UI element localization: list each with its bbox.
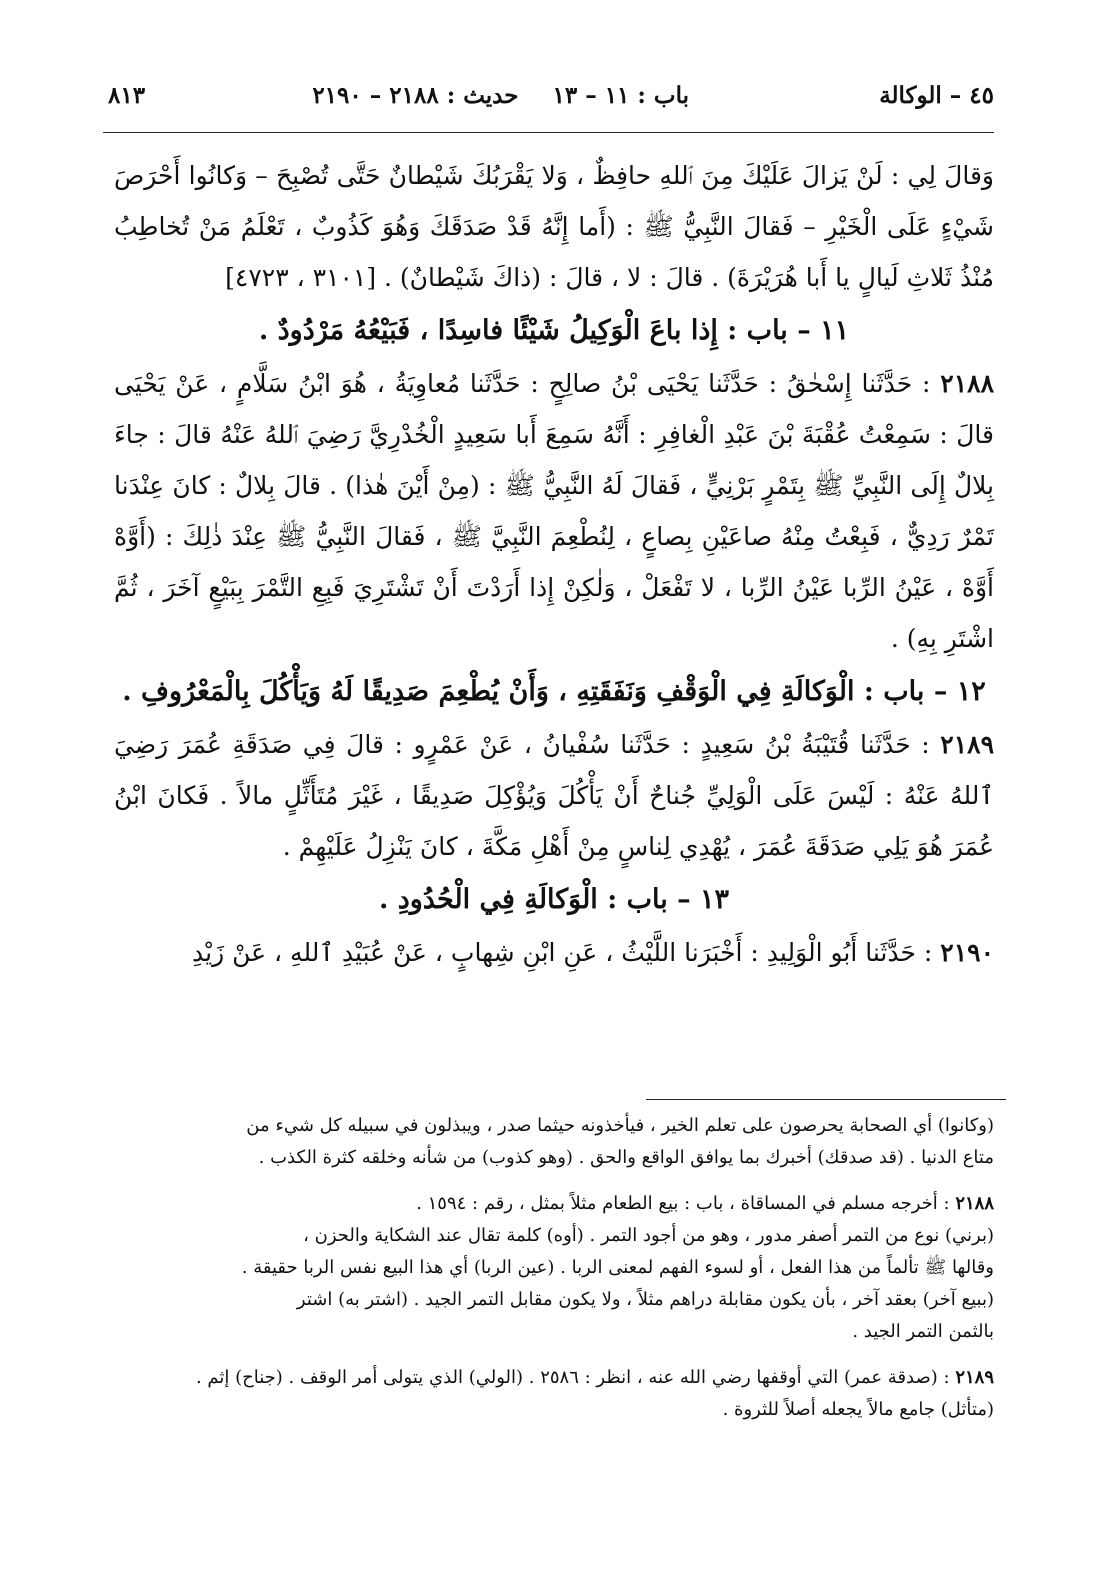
footnote-line: متاع الدنيا . (قد صدقك) أخبرك بما يوافق الواقع والحق . (وهو كذوب) من شأنه وخلقه كثرة الكذب . [258,1147,994,1168]
hadith-text: : حَدَّثَنا إِسْحٰقُ : حَدَّثَنا يَحْيَى بْنُ صالِحٍ : حَدَّثَنا مُعاوِيَةُ ، هُوَ ابْنُ سَلَّامٍ ، عَنْ يَحْيَى قالَ : سَمِعْتُ عُقْبَةَ بْنَ عَبْدِ الْغافِرِ : أَنَّهُ سَمِعَ أَبا سَعِيدٍ الْخُدْرِيَّ رَضِيَ ٱللهُ عَنْهُ قالَ : جاءَ بِلالٌ إِلَى النَّبِيِّ ﷺ بِتَمْرٍ بَرْنِيٍّ ، فَقالَ لَهُ النَّبِيُّ ﷺ : (مِنْ أَيْنَ هٰذا) . قالَ بِلالٌ : كانَ عِنْدَنا تَمْرٌ رَدِيٌّ ، فَبِعْتُ مِنْهُ صاعَيْنِ بِصاعٍ ، لِنُطْعِمَ النَّبِيَّ ﷺ ، فَقالَ النَّبِيُّ ﷺ عِنْدَ ذٰلِكَ : (أَوَّهْ أَوَّهْ ، عَيْنُ الرِّبا عَيْنُ الرِّبا ، لا تَفْعَلْ ، وَلٰكِنْ إِذا أَرَدْتَ أَنْ تَشْتَرِيَ فَبِعِ التَّمْرَ بِبَيْعٍ آخَرَ ، ثُمَّ اشْتَرِ بِهِ) . [114,369,994,653]
bab-13-heading: ١٣ – باب : الْوَكالَةِ فِي الْحُدُودِ . [378,884,730,915]
footnote-line: (برني) نوع من التمر أصفر مدور ، وهو من أجود التمر . (أوه) كلمة تقال عند الشكاية والحزن ، [303,1225,994,1246]
hadith-2188 [114,358,994,664]
hadith-range: حديث : ٢١٨٨ – ٢١٩٠ [312,82,519,109]
footnote-line: (متأثل) جامع مالاً يجعله أصلاً للثروة . [722,1399,994,1420]
hadith-number: ٢١٨٨ [940,369,994,398]
section-reference [312,82,689,109]
hadith-2190 [114,927,994,978]
footnote-number: ٢١٨٩ [955,1367,994,1388]
header-divider [103,132,994,133]
bab-11-heading: ١١ – باب : إِذا باعَ الْوَكِيلُ شَيْئًا فاسِدًا ، فَبَيْعُهُ مَرْدُودٌ . [258,315,850,346]
running-header [108,82,994,126]
footnote-text: : (صدقة عمر) التي أوقفها رضي الله عنه ، انظر : ٢٥٨٦ . (الولي) الذي يتولى أمر الوقف . (جناح) إثم . [195,1367,950,1388]
hadith-text: : حَدَّثَنا أَبُو الْوَلِيدِ : أَخْبَرَنا اللَّيْثُ ، عَنِ ابْنِ شِهابٍ ، عَنْ عُبَيْدِ ٱللهِ ، عَنْ زَيْدِ [192,938,933,967]
footnote-line: وقالها ﷺ تألماً من هذا الفعل ، أو لسوء الفهم لمعنى الربا . (عين الربا) أي هذا البيع نفس الربا حقيقة . [241,1257,994,1278]
footnote-text: : أخرجه مسلم في المساقاة ، باب : بيع الطعام مثلاً بمثل ، رقم : ١٥٩٤ . [416,1193,950,1214]
footnote-line [108,1188,994,1220]
footnote-line [108,1362,994,1394]
intro-paragraph: وَقالَ لِي : لَنْ يَزالَ عَلَيْكَ مِنَ ٱللهِ حافِظٌ ، وَلا يَقْرَبُكَ شَيْطانٌ حَتَّى تُصْبِحَ – وَكانُوا أَحْرَصَ شَيْءٍ عَلَى الْخَيْرِ – فَقالَ النَّبِيُّ ﷺ : (أَما إِنَّهُ قَدْ صَدَقَكَ وَهُوَ كَذُوبٌ ، تَعْلَمُ مَنْ تُخاطِبُ مُنْذُ ثَلاثِ لَيالٍ يا أَبا هُرَيْرَةَ) . قالَ : لا ، قالَ : (ذاكَ شَيْطانٌ) . [٣١٠١ ، ٤٧٢٣] [114,161,994,292]
footnote-divider [646,1099,1006,1100]
bab-12-heading: ١٢ – باب : الْوَكالَةِ فِي الْوَقْفِ وَنَفَقَتِهِ ، وَأَنْ يُطْعِمَ صَدِيقًا لَهُ وَيَأْكُلَ بِالْمَعْرُوفِ . [122,676,986,707]
bab-range: باب : ١١ – ١٣ [552,82,689,109]
footnote-2188 [108,1188,994,1348]
chapter-title: ٤٥ – الوكالة [879,82,994,109]
footnote-line: (وكانوا) أي الصحابة يحرصون على تعلم الخير ، فيأخذونه حيثما صدر ، ويبذلون في سبيله كل شيء من [246,1115,994,1136]
page-number: ٨١٣ [108,82,146,109]
hadith-2189 [114,719,994,872]
main-text [114,150,994,978]
footnote-2189 [108,1362,994,1426]
footnotes [108,1110,994,1440]
hadith-number: ٢١٩٠ [940,938,994,967]
footnote-intro [108,1110,994,1174]
hadith-text: : حَدَّثَنا قُتَيْبَةُ بْنُ سَعِيدٍ : حَدَّثَنا سُفْيانُ ، عَنْ عَمْرٍو : قالَ فِي صَدَقَةِ عُمَرَ رَضِيَ ٱللهُ عَنْهُ : لَيْسَ عَلَى الْوَلِيِّ جُناحٌ أَنْ يَأْكُلَ وَيُؤْكِلَ صَدِيقًا ، غَيْرَ مُتَأَثِّلٍ مالاً . فَكانَ ابْنُ عُمَرَ هُوَ يَلِي صَدَقَةَ عُمَرَ ، يُهْدِي لِناسٍ مِنْ أَهْلِ مَكَّةَ ، كانَ يَنْزِلُ عَلَيْهِمْ . [114,730,994,861]
footnote-line: بالثمن التمر الجيد . [852,1321,994,1342]
hadith-number: ٢١٨٩ [940,730,994,759]
footnote-number: ٢١٨٨ [955,1193,994,1214]
footnote-line: (ببيع آخر) بعقد آخر ، بأن يكون مقابلة دراهم مثلاً ، ولا يكون مقابل التمر الجيد . (اشتر به) اشتر [296,1289,994,1310]
